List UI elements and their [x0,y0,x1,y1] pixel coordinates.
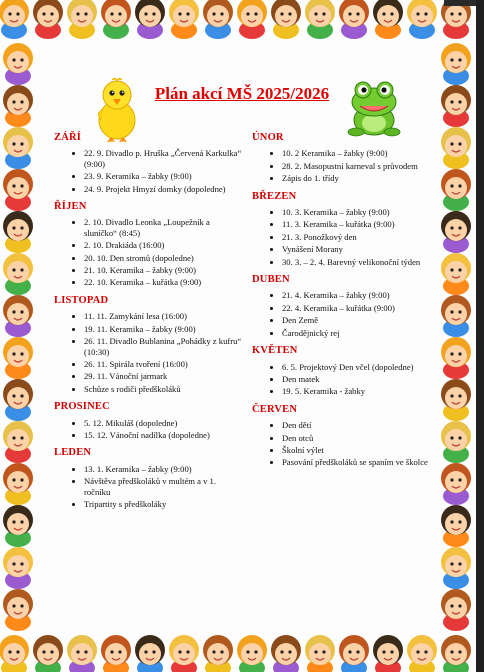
child-figure [441,169,471,211]
month-heading: PROSINEC [54,401,110,413]
event-item: • 26. 11. Divadlo Bublanina „Pohádky z kufru“ (10:30) [84,336,244,357]
child-figure [441,635,471,672]
event-item: • Tripartity s předškoláky [84,499,244,509]
child-figure [441,253,471,295]
child-figure [441,43,471,85]
child-figure [33,0,63,39]
child-figure [305,635,335,672]
child-figure [3,253,33,295]
child-figure [3,463,33,505]
child-figure [3,421,33,463]
child-figure [3,337,33,379]
month-heading: ČERVEN [252,403,298,415]
month-heading: ZÁŘÍ [54,132,82,143]
child-figure [135,0,165,39]
child-figure [237,0,267,39]
event-list [54,217,244,287]
left-column [54,133,244,517]
event-item: • 20. 10. Den stromů (dopoledne) [84,253,244,263]
event-item: • 6. 5. Projektový Den včel (dopoledne) [282,362,432,372]
event-item: • Den Země [282,315,432,325]
event-item: • 21. 4. Keramika – žabky (9:00) [282,290,432,300]
child-figure [203,635,233,672]
event-item: • Návštěva předškoláků v multém a v 1. ročníku [84,476,244,497]
child-figure [33,635,63,672]
event-item: • 21. 3. Ponožkový den [282,232,432,242]
event-item: • 11. 11. Zamykání lesa (16:00) [84,311,244,321]
event-list [54,418,244,441]
child-figure [305,0,335,39]
child-figure [67,0,97,39]
child-figure [101,635,131,672]
month-heading: ŘÍJEN [54,201,87,213]
event-item: • 30. 3. – 2. 4. Barevný velikonoční týden [282,257,432,267]
month-heading: KVĚTEN [252,345,298,357]
child-figure [135,635,165,672]
child-figure [271,0,301,39]
event-item: • Schůze s rodiči předškoláků [84,384,244,394]
event-item: • 2. 10. Drakiáda (16:00) [84,240,244,250]
child-figure [3,589,33,631]
child-figure [441,211,471,253]
child-figure [3,169,33,211]
event-list [54,464,244,510]
child-figure [3,295,33,337]
child-figure [169,635,199,672]
child-figure [67,635,97,672]
event-item: • 22. 10. Keramika – kuřátka (9:00) [84,277,244,287]
child-figure [441,589,471,631]
child-figure [0,0,29,39]
event-item: • 13. 1. Keramika – žabky (9:00) [84,464,244,474]
event-item: • 2. 10. Divadlo Leonka „Loupežník a sluníčko“ (8:45) [84,217,244,238]
event-list [252,148,432,183]
event-item: • 10. 2 Keramika – žabky (9:00) [282,148,432,158]
child-figure [441,505,471,547]
child-figure [339,0,369,39]
event-item: • Den dětí [282,420,432,430]
event-item: • 5. 12. Mikuláš (dopoledne) [84,418,244,428]
child-figure [441,295,471,337]
child-figure [271,635,301,672]
child-figure [373,0,403,39]
child-figure [3,505,33,547]
event-item: • Vynášení Morany [282,244,432,254]
event-item: • Zápis do 1. třídy [282,173,432,183]
event-item: • 21. 10. Keramika – žabky (9:00) [84,265,244,275]
month-heading: BŘEZEN [252,190,297,202]
event-item: • Pasování předškoláků se spaním ve školce [282,457,432,467]
event-item: • 22. 4. Keramika – kuřátka (9:00) [282,303,432,313]
event-item: • Školní výlet [282,445,432,455]
event-list [252,290,432,338]
child-figure [3,211,33,253]
month-heading: ÚNOR [252,132,284,143]
child-figure [3,379,33,421]
child-figure [407,635,437,672]
child-figure [441,421,471,463]
child-figure [3,127,33,169]
event-list [252,207,432,267]
child-figure [101,0,131,39]
child-figure [3,43,33,85]
child-figure [441,337,471,379]
child-figure [3,547,33,589]
event-item: • 10. 3. Keramika – žabky (9:00) [282,207,432,217]
child-figure [237,635,267,672]
event-item: • Den otců [282,433,432,443]
child-figure [441,379,471,421]
month-heading: DUBEN [252,274,290,286]
event-list [252,362,432,397]
event-item: • 22. 9. Divadlo p. Hruška „Červená Karkulka“ (9:00) [84,148,244,169]
child-figure [339,635,369,672]
event-item: • 11. 3. Keramika – kuřátka (9:00) [282,219,432,229]
event-list [252,420,432,468]
month-heading: LEDEN [54,447,92,459]
event-item: • 28. 2. Masopustní karneval s průvodem [282,161,432,171]
event-list [54,311,244,394]
child-figure [441,127,471,169]
event-item: • 24. 9. Projekt Hmyzí domky (dopoledne) [84,184,244,194]
child-figure [203,0,233,39]
child-figure [441,547,471,589]
event-item: • Čarodějnický rej [282,328,432,338]
child-figure [169,0,199,39]
page-title: Plán akcí MŠ 2025/2026 [154,84,330,103]
event-item: • 29. 11. Vánoční jarmark [84,371,244,381]
child-figure [373,635,403,672]
right-column [252,133,432,476]
event-item: • 19. 5. Keramika - žabky [282,386,432,396]
event-item: • Den matek [282,374,432,384]
event-item: • 15. 12. Vánoční nadílka (dopoledne) [84,430,244,440]
event-item: • 26. 11. Spirála tvoření (16:00) [84,359,244,369]
event-item: • 19. 11. Keramika – žabky (9:00) [84,324,244,334]
month-heading: LISTOPAD [54,294,109,306]
child-figure [407,0,437,39]
child-figure [441,463,471,505]
event-item: • 23. 9. Keramika – žabky (9:00) [84,171,244,181]
event-list [54,148,244,194]
child-figure [0,635,29,672]
